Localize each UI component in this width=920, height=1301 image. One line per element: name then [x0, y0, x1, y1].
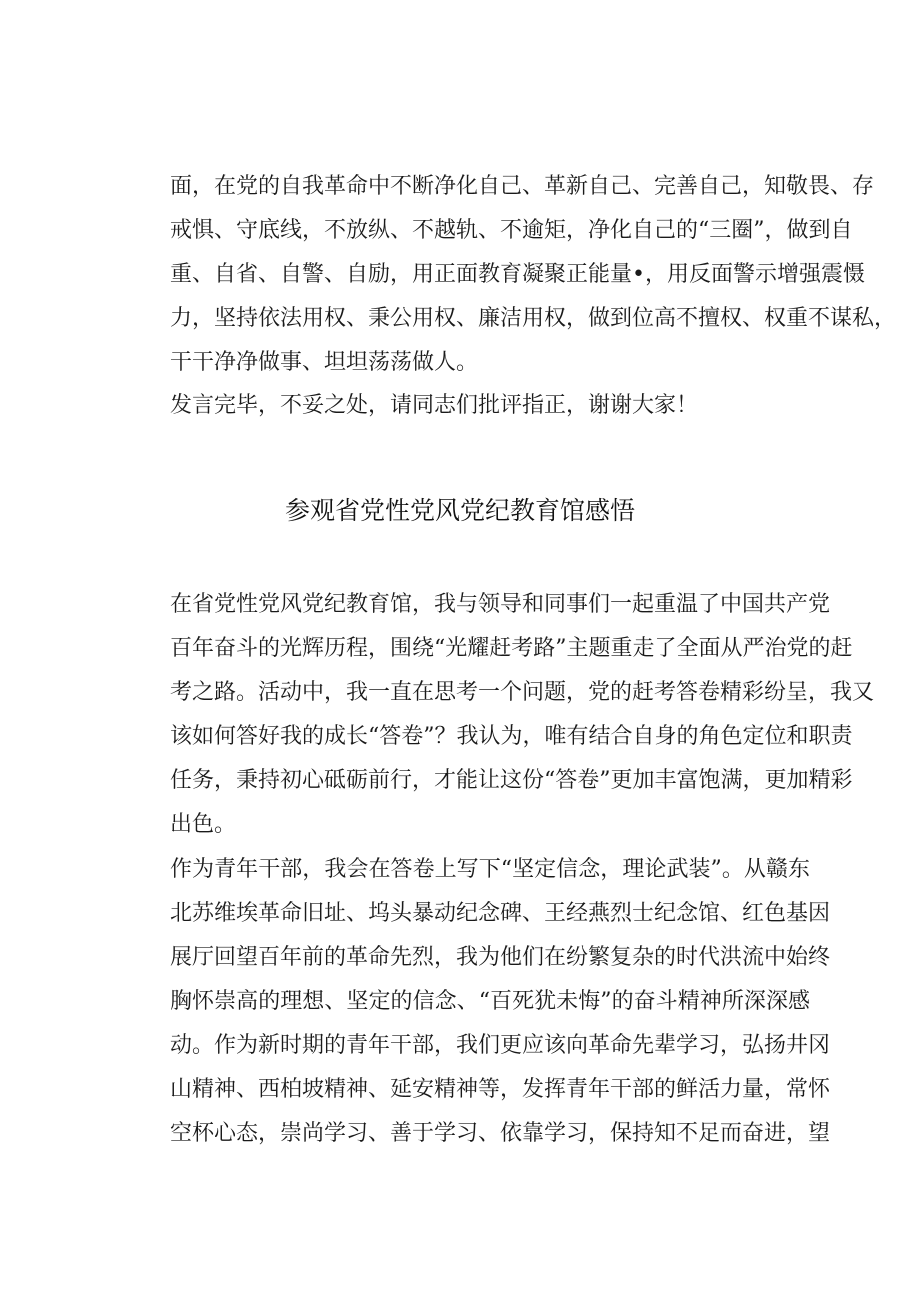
section-title: 参观省党性党风党纪教育馆感悟	[284, 496, 635, 525]
text-line: 动。作为新时期的青年干部，我们更应该向革命先辈学习，弘扬井冈	[170, 1033, 831, 1058]
text-line: 考之路。活动中，我一直在思考一个问题，党的赶考答卷精彩纷呈，我又	[170, 680, 875, 705]
text-line: 发言完毕，不妥之处，请同志们批评指正，谢谢大家！	[170, 393, 699, 418]
text-line: 面，在党的自我革命中不断净化自己、革新自己、完善自己，知敬畏、存	[170, 174, 875, 199]
text-line: 胸怀崇高的理想、坚定的信念、“百死犹未悔”的奋斗精神所深深感	[170, 989, 810, 1014]
text-line: 作为青年干部，我会在答卷上写下“坚定信念，理论武装”。从赣东	[170, 857, 810, 882]
text-line: 展厅回望百年前的革命先烈，我为他们在纷繁复杂的时代洪流中始终	[170, 945, 831, 970]
text-line: 该如何答好我的成长“答卷”？我认为，唯有结合自身的角色定位和职责	[170, 724, 853, 749]
text-line: 在省党性党风党纪教育馆，我与领导和同事们一起重温了中国共产党	[170, 592, 831, 617]
paragraph-intro	[170, 583, 875, 847]
text-line: 山精神、西柏坡精神、延安精神等，发挥青年干部的鲜活力量，常怀	[170, 1077, 831, 1102]
text-line: 戒惧、守底线，不放纵、不越轨、不逾矩，净化自己的“三圈”，做到自	[170, 218, 853, 243]
paragraph-continuation	[170, 165, 897, 385]
text-line: 空杯心态，崇尚学习、善于学习、依靠学习，保持知不足而奋进，望	[170, 1121, 831, 1146]
text-line: 力，坚持依法用权、秉公用权、廉洁用权，做到位高不擅权、权重不谋私，	[170, 306, 897, 331]
paragraph-closing	[170, 384, 810, 428]
text-line: 重、自省、自警、自励，用正面教育凝聚正能量•，用反面警示增强震慑	[170, 262, 865, 287]
text-line: 北苏维埃革命旧址、坞头暴动纪念碑、王经燕烈士纪念馆、红色基因	[170, 901, 831, 926]
text-line: 任务，秉持初心砥砺前行，才能让这份“答卷”更加丰富饱满，更加精彩	[170, 768, 853, 793]
text-line: 出色。	[170, 812, 237, 837]
paragraph-body	[170, 848, 831, 1156]
text-line: 干干净净做事、坦坦荡荡做人。	[170, 350, 479, 375]
text-line: 百年奋斗的光辉历程，围绕“光耀赶考路”主题重走了全面从严治党的赶	[170, 636, 853, 661]
